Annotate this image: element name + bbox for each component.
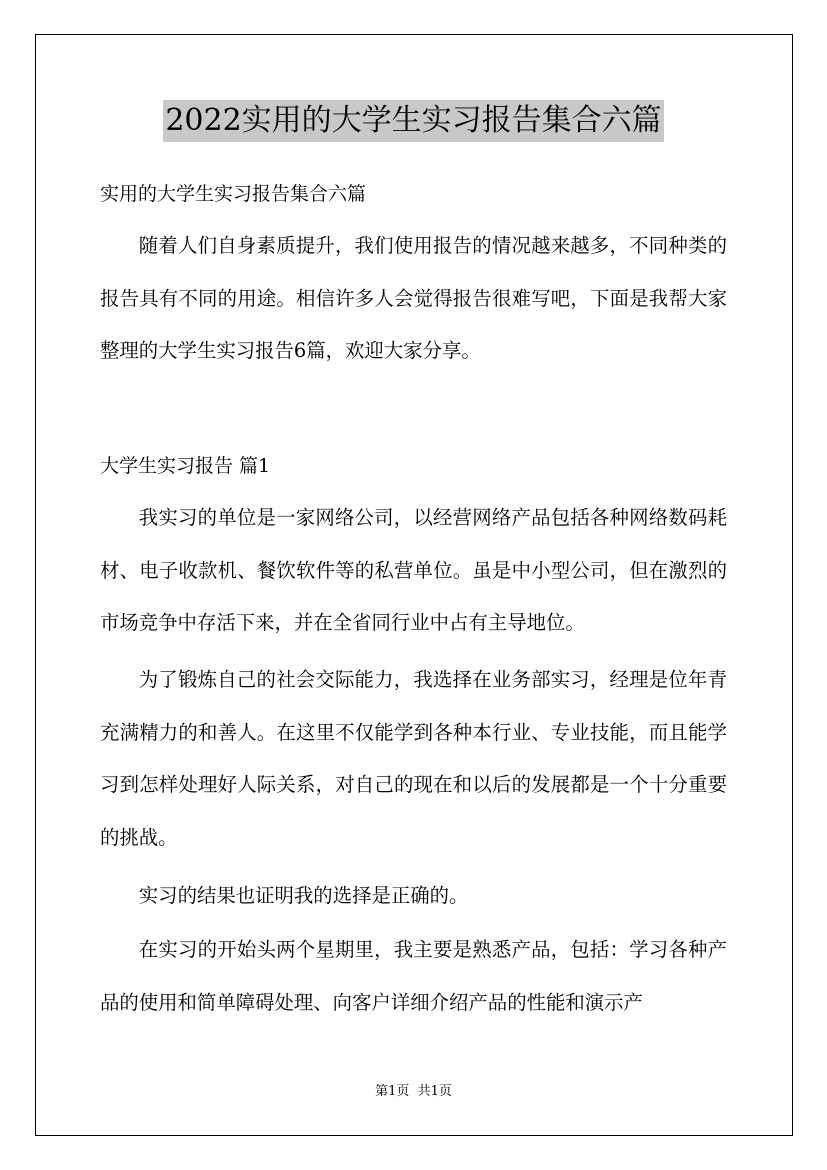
body-paragraph-3: 实习的结果也证明我的选择是正确的。 xyxy=(138,884,469,907)
intro-paragraph: 随着人们自身素质提升，我们使用报告的情况越来越多，不同种类的报告具有不同的用途。相信许多人会觉得报告很难写吧，下面是我帮大家整理的大学生实习报告6篇，欢迎大家分享。 xyxy=(100,234,727,362)
body-paragraph-4: 在实习的开始头两个星期里，我主要是熟悉产品，包括：学习各种产品的使用和简单障碍处理、向客户详细介绍产品的性能和演示产 xyxy=(100,938,727,1014)
body-paragraph-1: 我实习的单位是一家网络公司，以经营网络产品包括各种网络数码耗材、电子收款机、餐饮软件等的私营单位。虽是中小型公司，但在激烈的市场竞争中存活下来，并在全省同行业中占有主导地位。 xyxy=(100,506,727,634)
document-title: 2022实用的大学生实习报告集合六篇 xyxy=(163,100,663,142)
page-footer: 第1页 共1页 xyxy=(375,1084,452,1099)
section-heading: 大学生实习报告 篇1 xyxy=(100,455,271,477)
body-paragraph-2: 为了锻炼自己的社会交际能力，我选择在业务部实习，经理是位年青充满精力的和善人。在这里不仅能学到各种本行业、专业技能，而且能学习到怎样处理好人际关系，对自己的现在和以后的发展都是一个十分重要的挑战。 xyxy=(100,668,727,849)
document-subtitle: 实用的大学生实习报告集合六篇 xyxy=(100,183,367,205)
title-container xyxy=(0,100,827,142)
